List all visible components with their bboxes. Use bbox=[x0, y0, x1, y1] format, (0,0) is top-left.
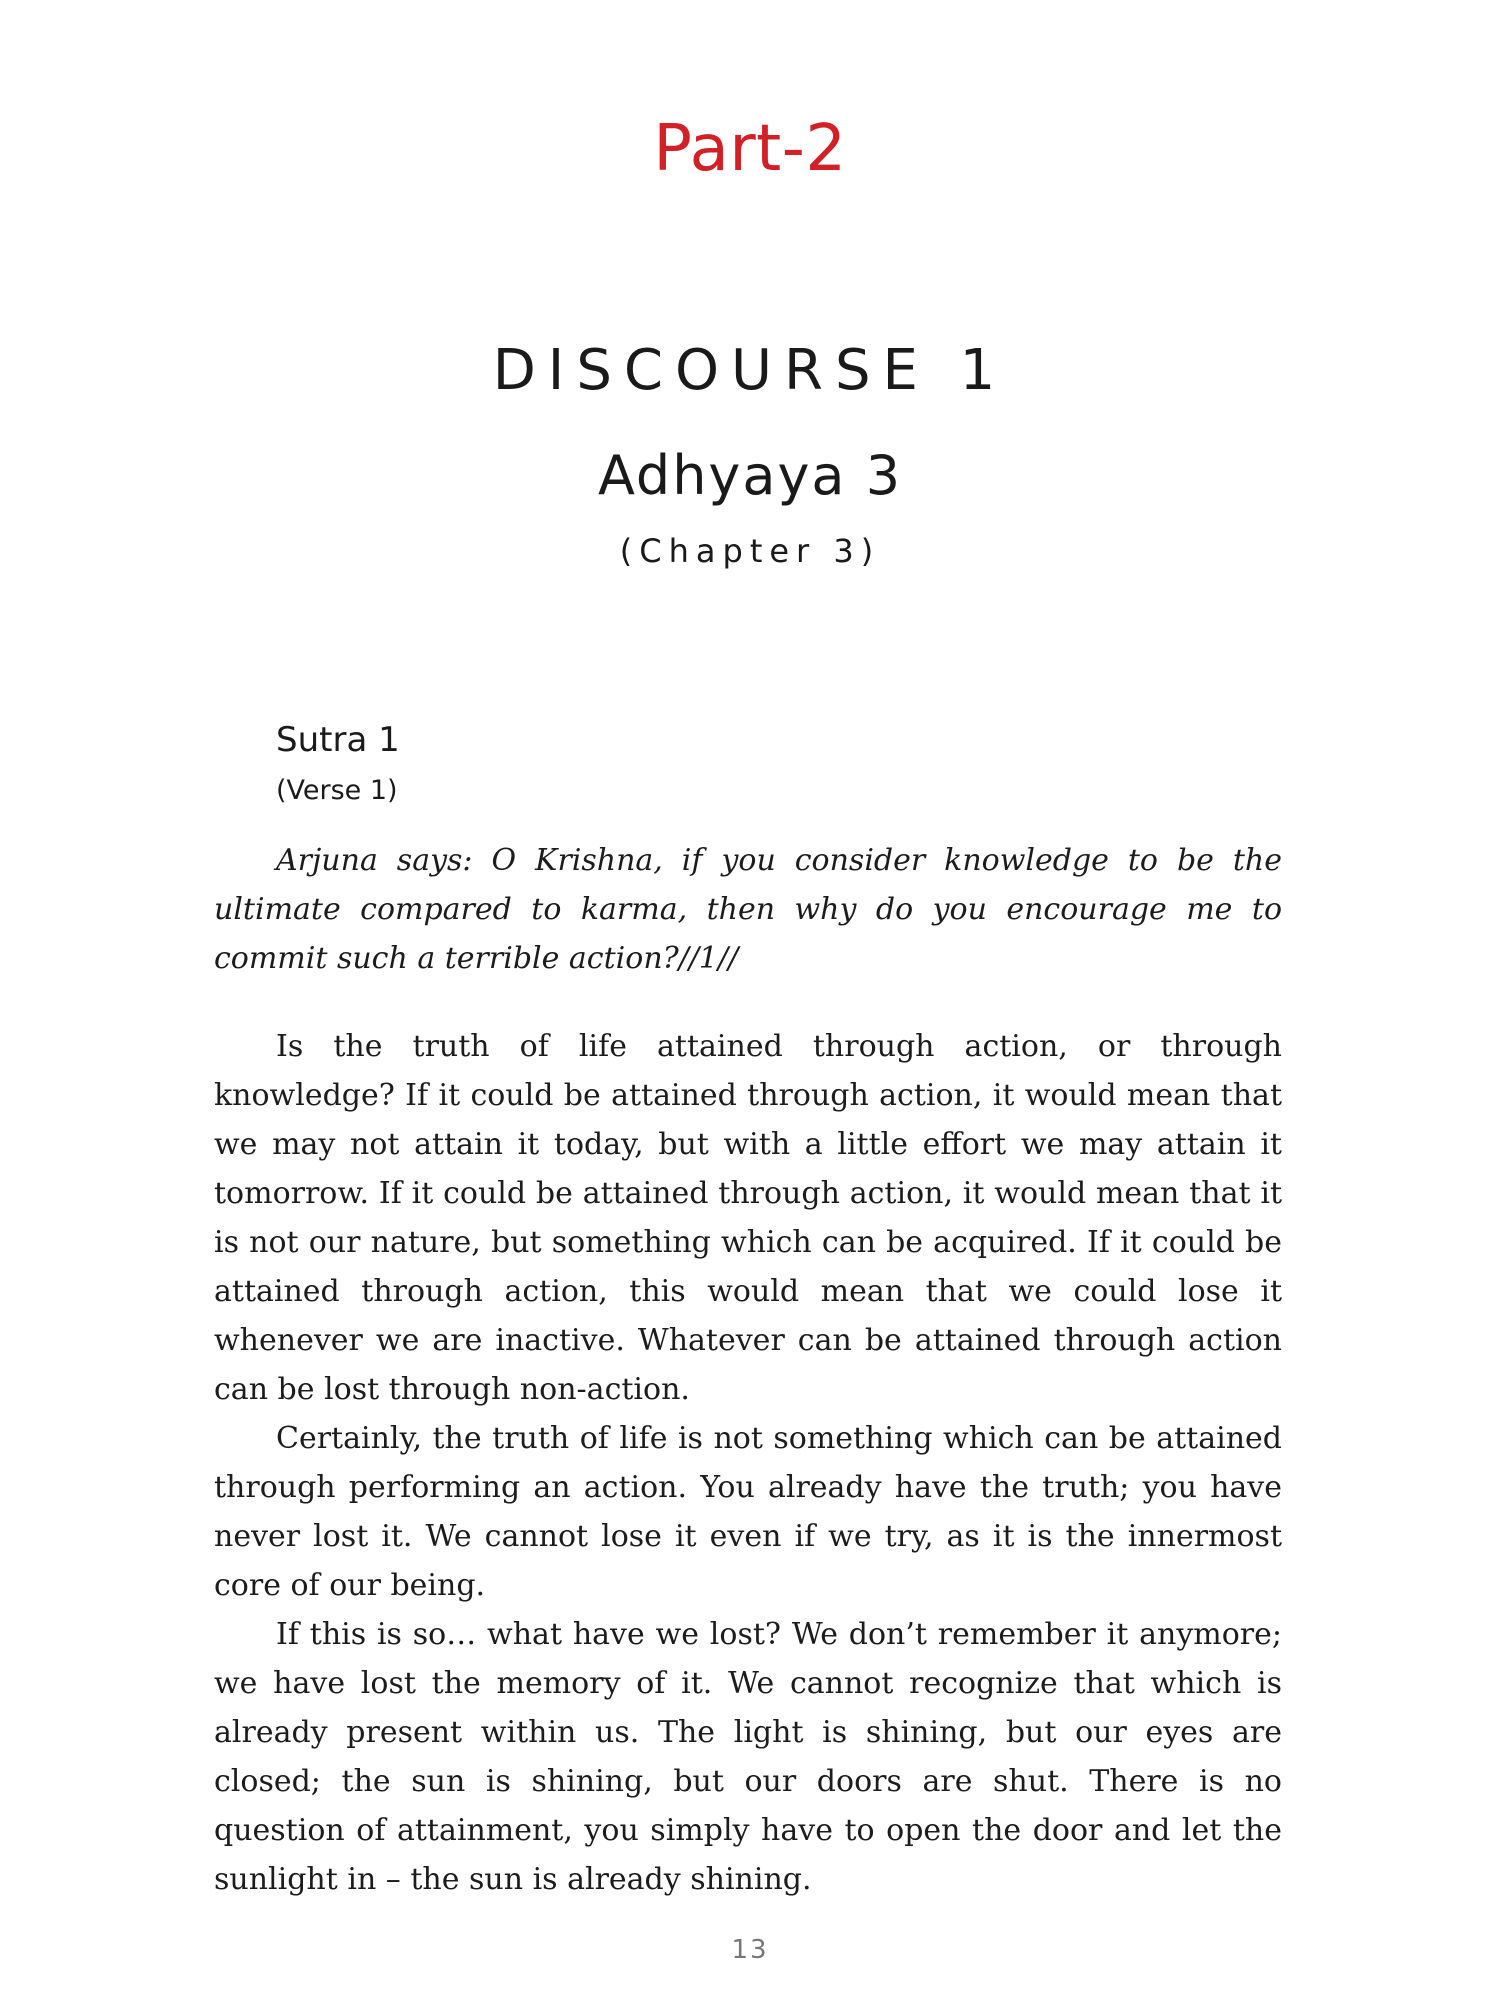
verse-text: Arjuna says: O Krishna, if you consider knowledge to be the ultimate compared to karma, then why do you encourage me to commit such a terrible action?//1// bbox=[214, 843, 1282, 976]
verse-label: (Verse 1) bbox=[276, 775, 398, 806]
paragraph-2: Certainly, the truth of life is not something which can be attained through performing an action. You already have the truth; you have never lost it. We cannot lose it even if we try, as it is the innermost core of our being. bbox=[214, 1421, 1282, 1603]
sutra-heading: Sutra 1 bbox=[276, 720, 400, 760]
discourse-title: DISCOURSE 1 bbox=[492, 338, 1008, 403]
page-number: 13 bbox=[731, 1935, 769, 1965]
discourse-body bbox=[214, 1022, 1282, 1904]
chapter-subtitle: (Chapter 3) bbox=[619, 532, 881, 570]
paragraph-3: If this is so… what have we lost? We don’t remember it anymore; we have lost the memory of it. We cannot recognize that which is already present within us. The light is shining, but our eyes are closed; the sun is shining, but our doors are shut. There is no question of attainment, you simply have to open the door and let the sunlight in – the sun is already shining. bbox=[214, 1617, 1282, 1897]
part-title: Part-2 bbox=[653, 112, 847, 186]
paragraph-1: Is the truth of life attained through action, or through knowledge? If it could be attained through action, it would mean that we may not attain it today, but with a little effort we may attain it tomorrow. If it could be attained through action, it would mean that it is not our nature, but something which can be acquired. If it could be attained through action, this would mean that we could lose it whenever we are inactive. Whatever can be attained through action can be lost through non-action. bbox=[214, 1029, 1282, 1407]
adhyaya-title: Adhyaya 3 bbox=[597, 444, 903, 507]
